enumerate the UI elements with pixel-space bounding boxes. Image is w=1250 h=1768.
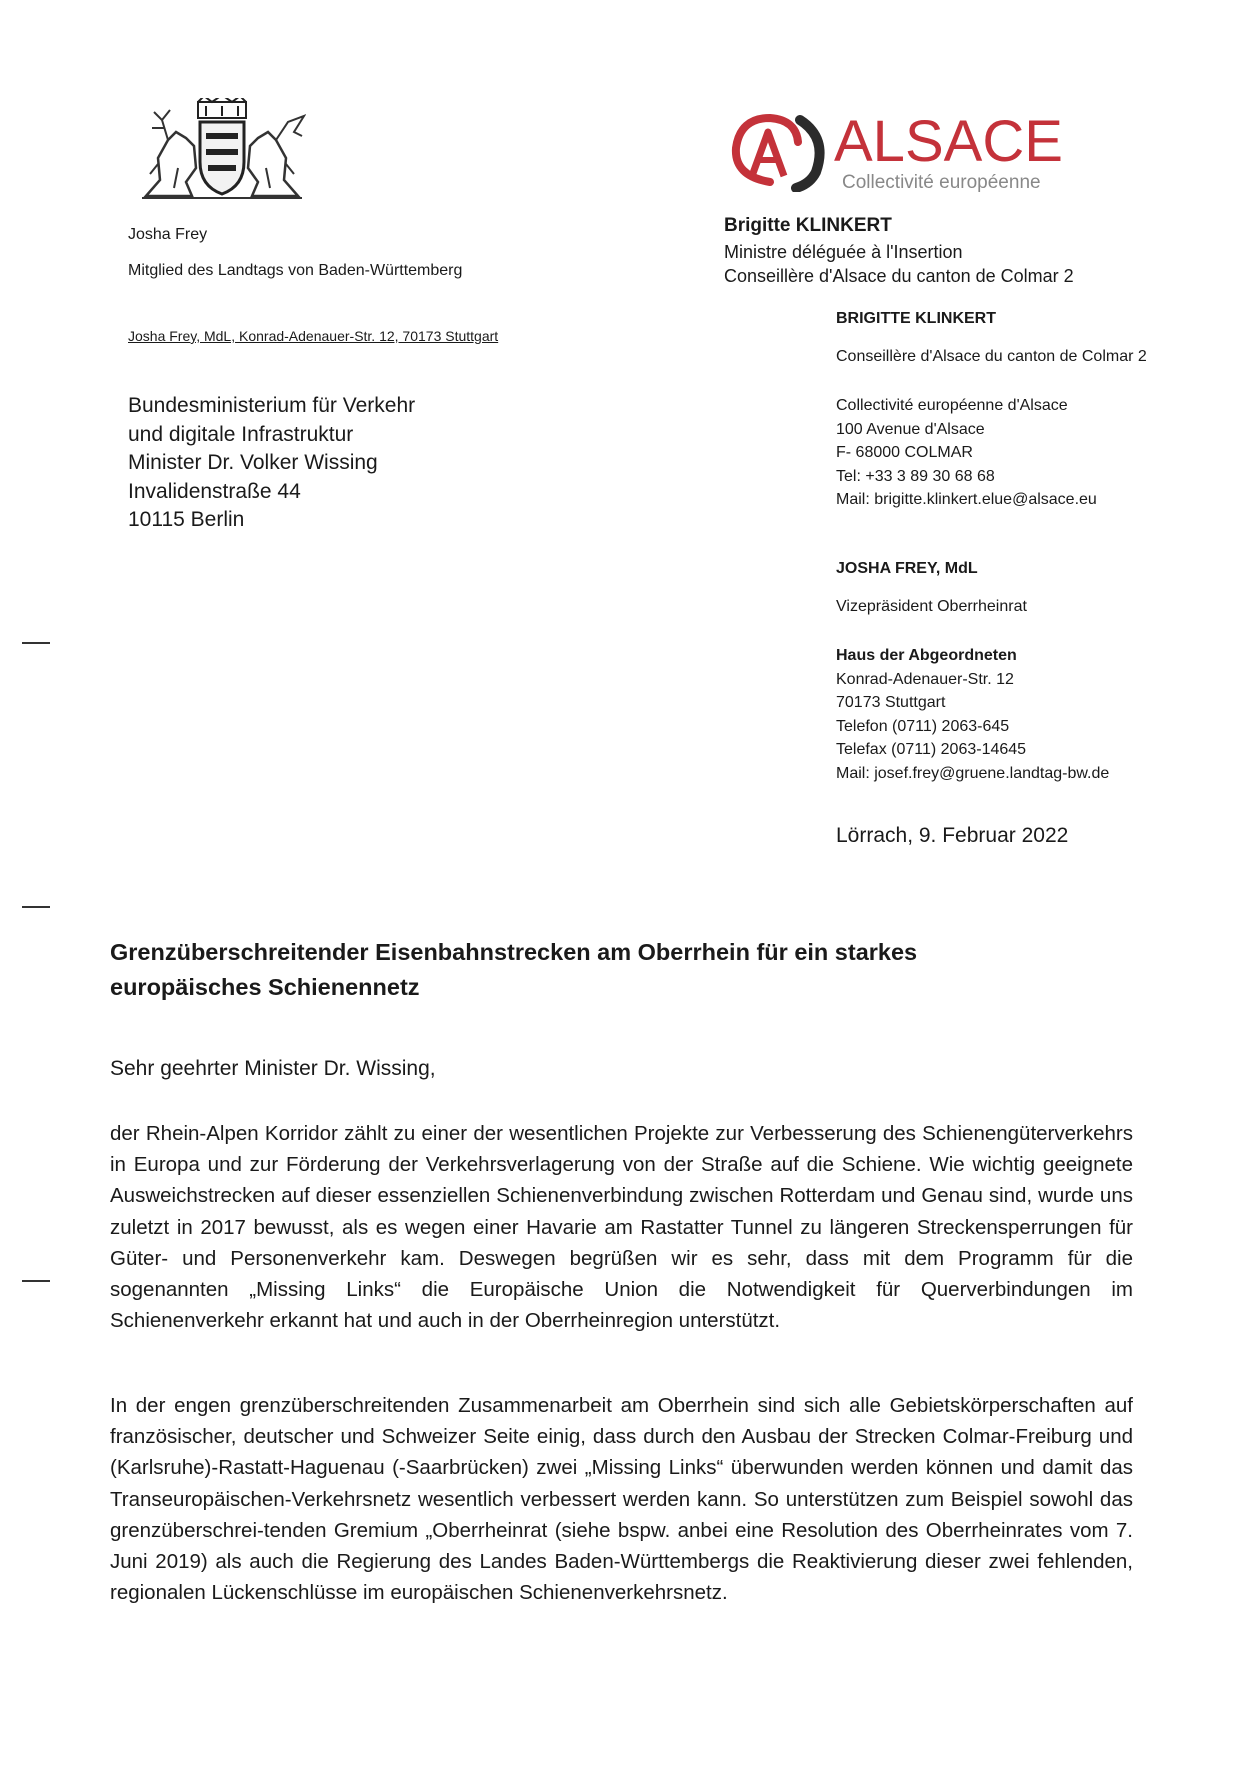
contact-role: Vizepräsident Oberrheinrat (836, 598, 1027, 615)
contact-name: BRIGITTE KLINKERT (836, 310, 996, 327)
address-line: Tel: +33 3 89 30 68 68 (836, 467, 995, 485)
fold-mark (22, 1280, 50, 1282)
body-paragraph: In der engen grenzüberschreitenden Zusammenarbeit am Oberrhein sind sich alle Gebietskörperschaften auf französischer, deutscher und Schweizer Seite einig, dass durch den Ausbau der Strecken Colmar-Freiburg und (Karlsruhe)-Rastatt-Haguenau (-Saarbrücken) zwei „Missing Links“ überwunden werden können und damit das Transeuropäischen-Verkehrsnetz wesentlich verbessert werden kann. So unterstützen zum Beispiel sowohl das grenzüberschrei-tenden Gremium „Oberrheinrat (siehe bspw. anbei eine Resolution des Oberrheinrates vom 7. Juni 2019) als auch die Regierung des Landes Baden-Württembergs die Reaktivierung dieser zwei fehlenden, regionalen Lückenschlüsse im europäischen Schienenverkehrsnetz. (110, 1394, 1133, 1605)
email-link[interactable]: Mail: josef.frey@gruene.landtag-bw.de (836, 764, 1110, 782)
subject-line: europäisches Schienennetz (110, 974, 420, 1000)
address-line: Konrad-Adenauer-Str. 12 (836, 670, 1014, 688)
recipient-line: 10115 Berlin (128, 508, 245, 532)
sender-role: Mitglied des Landtags von Baden-Württemberg (128, 262, 463, 279)
address-line: Collectivité européenne d'Alsace (836, 397, 1068, 414)
address-line: Telefax (0711) 2063-14645 (836, 741, 1027, 758)
coat-of-arms-icon (138, 98, 306, 206)
alsace-logo-subtitle: Collectivité européenne (842, 172, 1041, 193)
contact-name: JOSHA FREY, MdL (836, 560, 978, 577)
alsace-logo-mark-icon (730, 112, 830, 192)
klinkert-role: Ministre déléguée à l'Insertion (724, 242, 963, 262)
contact-role: Conseillère d'Alsace du canton de Colmar 2 (836, 348, 1147, 365)
contact-address (836, 394, 1097, 512)
alsace-logo (730, 109, 1063, 200)
recipient-address (128, 392, 415, 535)
address-line: F- 68000 COLMAR (836, 444, 973, 461)
recipient-line: Bundesministerium für Verkehr (128, 394, 416, 417)
email-link[interactable]: Mail: brigitte.klinkert.elue@alsace.eu (836, 491, 1097, 508)
salutation: Sehr geehrter Minister Dr. Wissing, (110, 1057, 436, 1080)
address-line: Telefon (0711) 2063-645 (836, 717, 1010, 735)
return-address: Josha Frey, MdL, Konrad-Adenauer-Str. 12, 70173 Stuttgart (128, 328, 499, 344)
letter-date: Lörrach, 9. Februar 2022 (836, 824, 1069, 847)
klinkert-role: Conseillère d'Alsace du canton de Colmar 2 (724, 266, 1074, 286)
alsace-logo-word: ALSACE (834, 109, 1063, 174)
address-line: 100 Avenue d'Alsace (836, 420, 985, 438)
recipient-line: Invalidenstraße 44 (128, 479, 301, 503)
letter-subject (110, 935, 1060, 1005)
recipient-line: und digitale Infrastruktur (128, 422, 354, 446)
recipient-line: Minister Dr. Volker Wissing (128, 451, 378, 475)
klinkert-name: Brigitte KLINKERT (724, 215, 892, 236)
sender-name: Josha Frey (128, 226, 208, 243)
fold-mark (22, 906, 50, 908)
subject-line: Grenzüberschreitender Eisenbahnstrecken am Oberrhein für ein starkes (110, 939, 918, 965)
address-line: 70173 Stuttgart (836, 694, 946, 711)
body-paragraph: der Rhein-Alpen Korridor zählt zu einer der wesentlichen Projekte zur Verbesserung des Schienengüterverkehrs in Europa und zur Förderung der Verkehrsverlagerung von der Straße auf die Schiene. Wie wichtig geeignete Ausweichstrecken auf dieser essenziellen Schienenverbindung zwischen Rotterdam und Genau sind, wurde uns zuletzt in 2017 bewusst, als es wegen einer Havarie am Rastatter Tunnel zu längeren Streckensperrungen für Güter- und Personenverkehr kam. Deswegen begrüßen wir es sehr, dass mit dem Programm für die sogenannten „Missing Links“ die Europäische Union die Notwendigkeit für Querverbindungen im Schienenverkehr erkannt hat und auch in der Oberrheinregion unterstützt. (110, 1122, 1133, 1333)
address-title: Haus der Abgeordneten (836, 647, 1017, 664)
fold-mark (22, 642, 50, 644)
contact-address (836, 644, 1109, 785)
